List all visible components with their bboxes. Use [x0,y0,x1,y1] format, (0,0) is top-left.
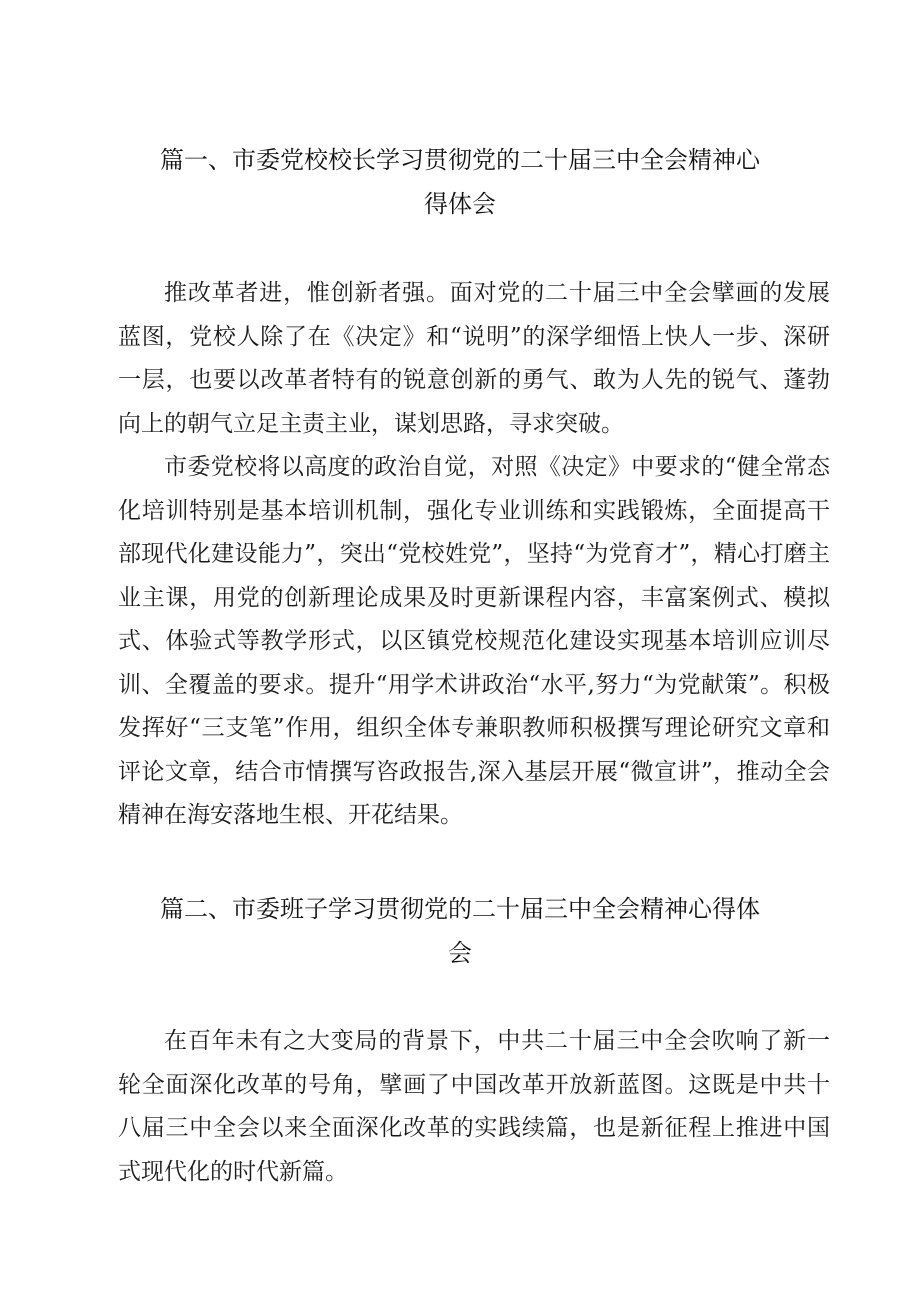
section-2-title-line-1: 篇二、市委班子学习贯彻党的二十届三中全会精神心得体 [160,895,760,923]
section-2-body [118,1020,830,1194]
section-2-paragraph-1: 在百年未有之大变局的背景下，中共二十届三中全会吹响了新一轮全面深化改革的号角，擘画了中国改革开放新蓝图。这既是中共十八届三中全会以来全面深化改革的实践续篇，也是新征程上推进中国式现代化的时代新篇。 [118,1028,830,1185]
section-1-title-line-1: 篇一、市委党校校长学习贯彻党的二十届三中全会精神心 [160,146,760,174]
section-2-title-line-2: 会 [448,939,472,967]
section-1-title-line-2: 得体会 [424,190,496,218]
section-1-title [0,138,920,226]
section-1-paragraph-1: 推改革者进，惟创新者强。面对党的二十届三中全会擘画的发展蓝图，党校人除了在《决定》和“说明”的深学细悟上快人一步、深研一层，也要以改革者特有的锐意创新的勇气、敢为人先的锐气、蓬勃向上的朝气立足主责主业，谋划思路，寻求突破。 [118,280,830,437]
section-2-title [0,887,920,975]
section-1-body [118,272,830,838]
section-1-paragraph-2: 市委党校将以高度的政治自觉，对照《决定》中要求的“健全常态化培训特别是基本培训机制，强化专业训练和实践锻炼，全面提高干部现代化建设能力”，突出“党校姓党”，坚持“为党育才”，精心打磨主业主课，用党的创新理论成果及时更新课程内容，丰富案例式、模拟式、体验式等教学形式，以区镇党校规范化建设实现基本培训应训尽训、全覆盖的要求。提升“用学术讲政治“水平,努力“为党献策”。积极发挥好“三支笔”作用，组织全体专兼职教师积极撰写理论研究文章和评论文章，结合市情撰写咨政报告,深入基层开展“微宣讲”，推动全会精神在海安落地生根、开花结果。 [118,454,830,828]
